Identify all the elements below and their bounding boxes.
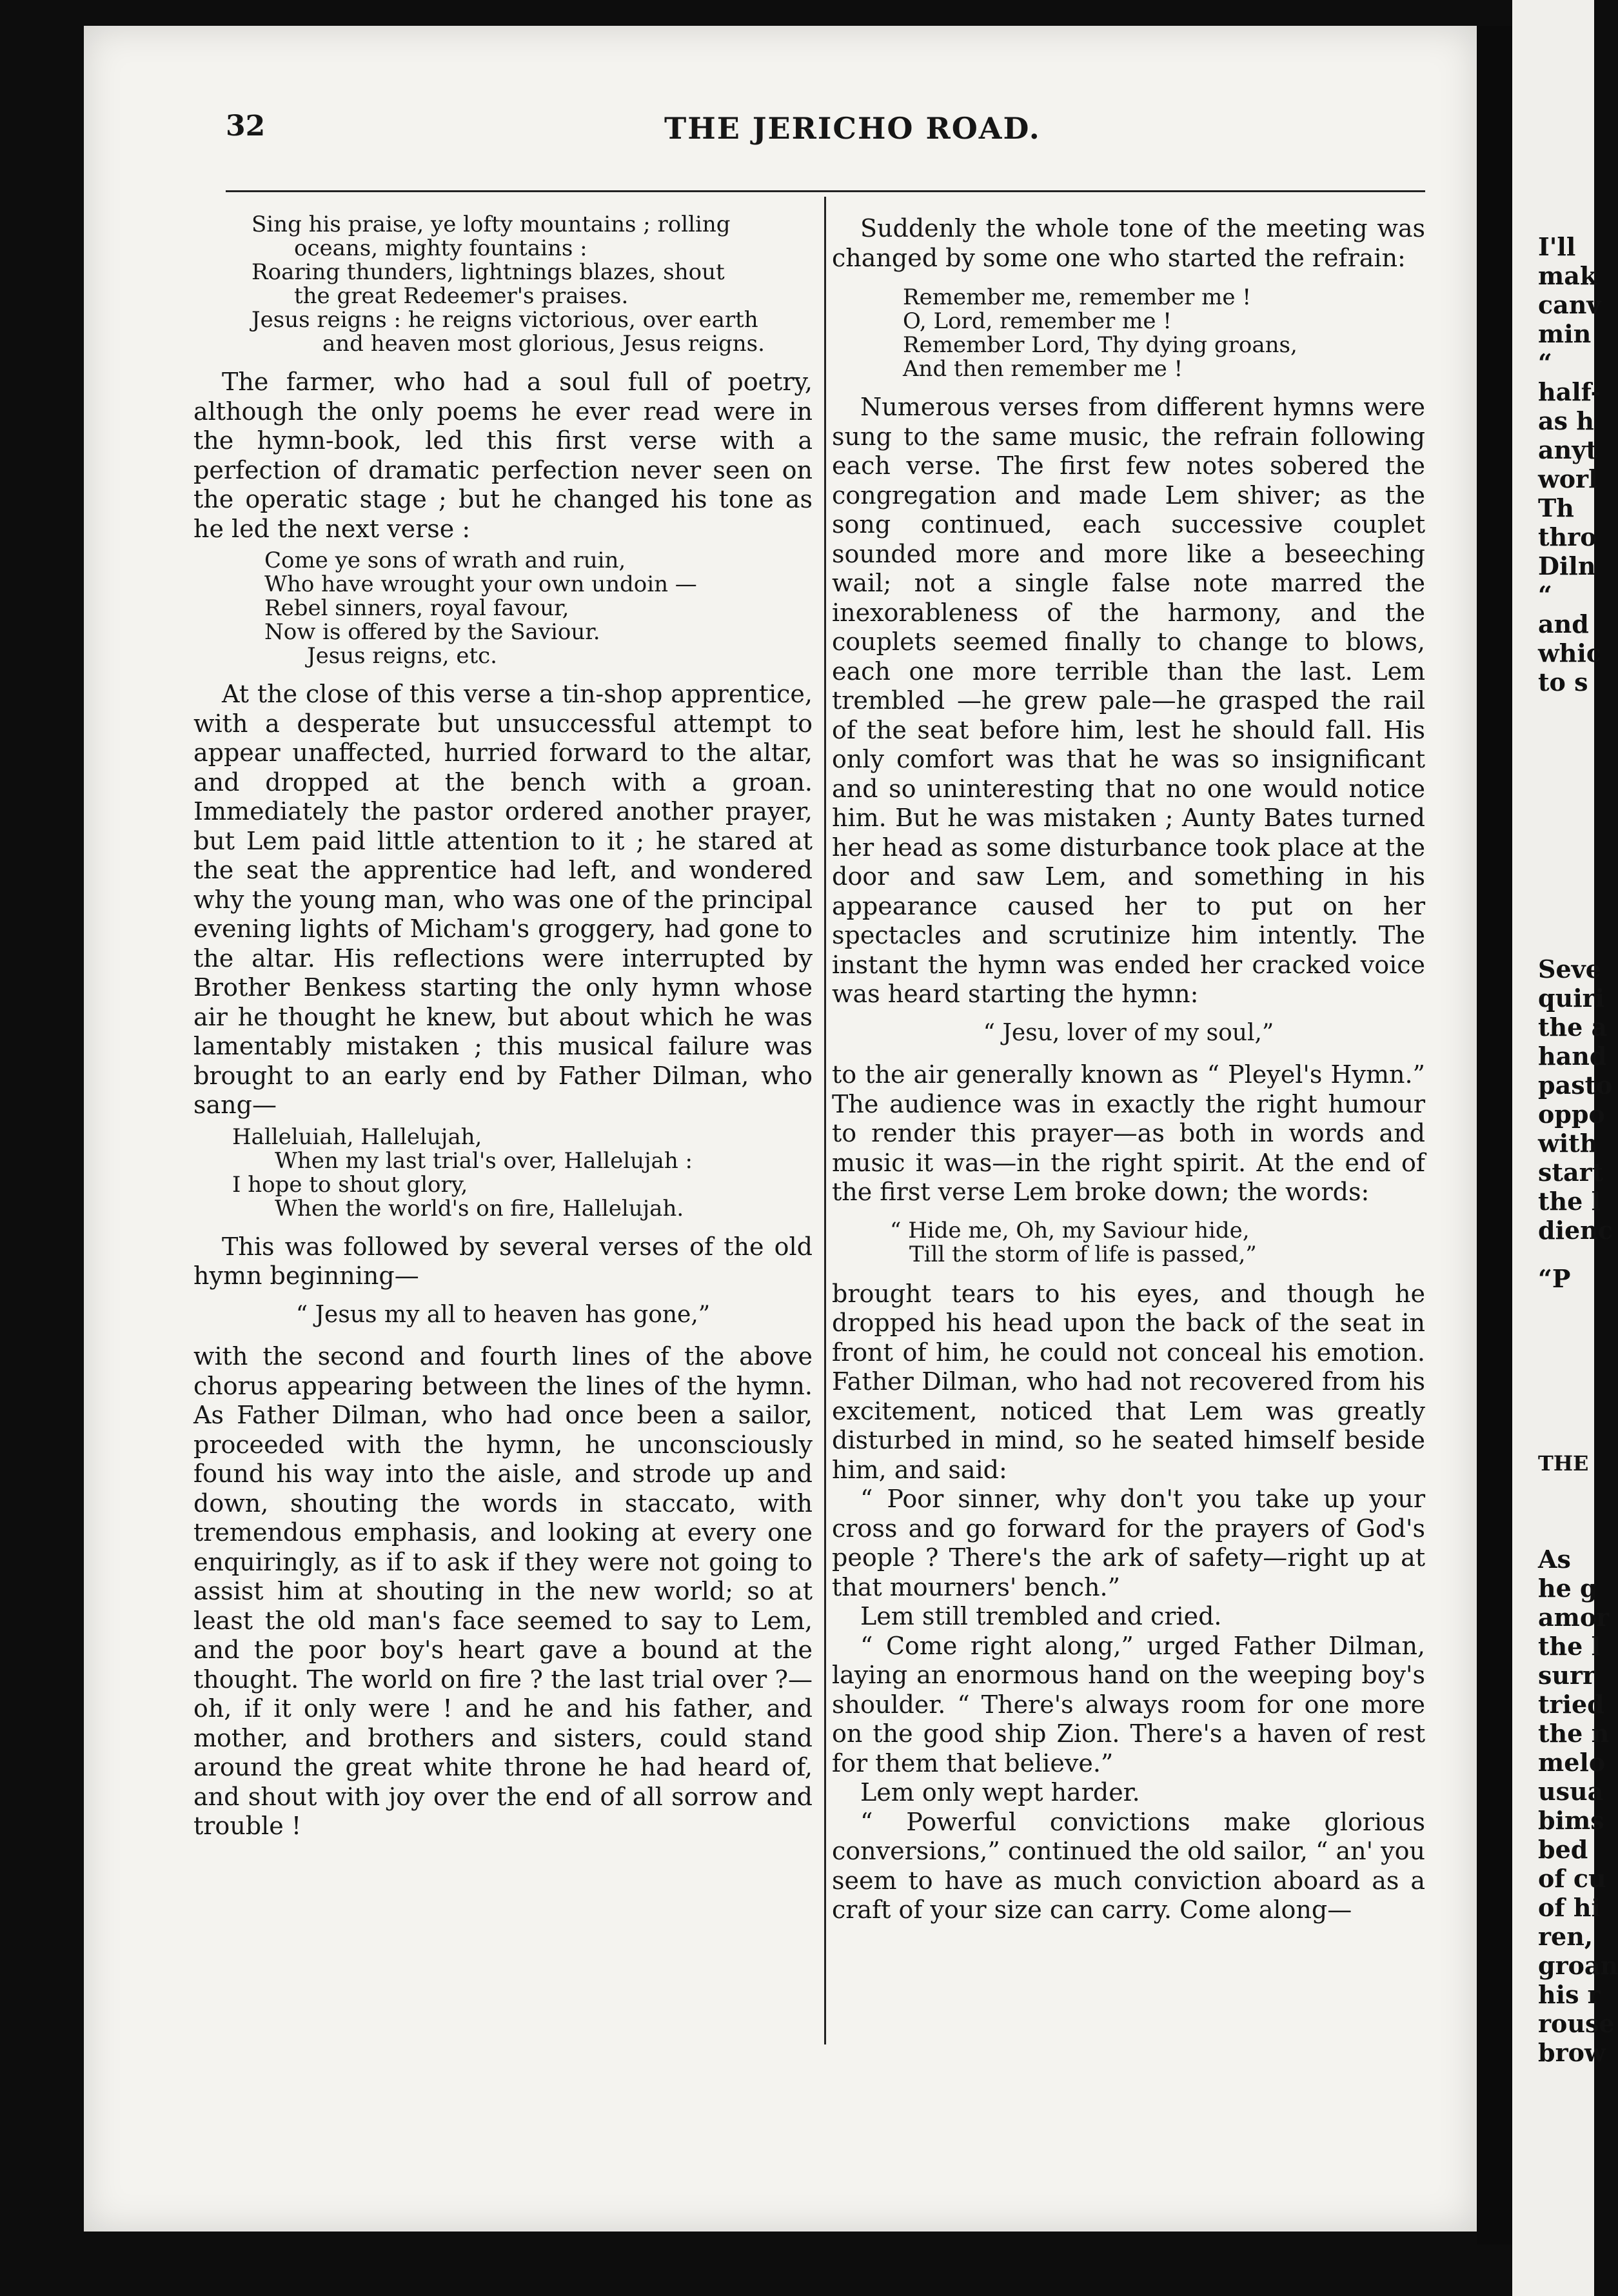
verse-line: Sing his praise, ye lofty mountains ; rolling bbox=[252, 212, 731, 237]
right-column bbox=[832, 206, 1425, 1925]
running-title: THE JERICHO ROAD. bbox=[664, 111, 1041, 146]
paragraph: Numerous verses from different hymns were sung to the same music, the refrain following each verse. The first few notes sobered the congregation and made Lem shiver; as the song continued, each successive couplet sounded more and more like a beseeching wail; not a single false note marred the inexorableness of the harmony, and the couplets seemed finally to change to blows, each one more terrible than the last. Lem trembled —he grew pale—he grasped the rail of the seat before him, lest he should fall. His only comfort was that he was so insignificant and so uninteresting that no one would notice him. But he was mistaken ; Aunty Bates turned her head as some disturbance took place at the door and saw Lem, and something in his appearance caused her to put on her spectacles and scrutinize him intently. The instant the hymn was ended her cracked voice was heard starting the hymn: bbox=[832, 393, 1425, 1008]
adjacent-fragment: worl bbox=[1538, 464, 1598, 493]
adjacent-fragment: as h bbox=[1538, 406, 1594, 435]
paragraph: This was followed by several verses of the old hymn beginning— bbox=[193, 1232, 813, 1290]
hymn-quote: “ Jesus my all to heaven has gone,” bbox=[295, 1301, 711, 1328]
verse-line: the great Redeemer's praises. bbox=[294, 283, 629, 309]
column-rule bbox=[824, 197, 826, 2044]
adjacent-fragment: quiri bbox=[1538, 984, 1605, 1013]
verse-line: Who have wrought your own undoin — bbox=[264, 571, 697, 597]
adjacent-fragment: and bbox=[1538, 609, 1589, 638]
verse-line: Come ye sons of wrath and ruin, bbox=[264, 548, 626, 573]
verse-line: Halleluiah, Hallelujah, bbox=[232, 1123, 482, 1150]
paragraph: “ Come right along,” urged Father Dilman, laying an enormous hand on the weeping boy's shoulder. “ There's always room for one more on the good ship Zion. There's a haven of rest for them that believe.” bbox=[832, 1631, 1425, 1777]
verse-line: Now is offered by the Saviour. bbox=[264, 619, 600, 645]
adjacent-fragment: mak bbox=[1538, 261, 1597, 290]
adjacent-fragment: thro bbox=[1538, 522, 1597, 551]
verse-line: Remember me, remember me ! bbox=[903, 284, 1251, 310]
hymn-quote: “ Jesu, lover of my soul,” bbox=[983, 1019, 1274, 1046]
verse-line: Jesus reigns : he reigns victorious, over earth bbox=[252, 307, 758, 333]
verse-line: O, Lord, remember me ! bbox=[903, 308, 1172, 334]
adjacent-fragment: brow bbox=[1538, 2038, 1606, 2067]
verse-line: And then remember me ! bbox=[903, 356, 1183, 382]
adjacent-fragment: “ bbox=[1538, 580, 1552, 609]
adjacent-fragment: rouse bbox=[1538, 2009, 1615, 2038]
adjacent-fragment: surr bbox=[1538, 1661, 1596, 1690]
paragraph: The farmer, who had a soul full of poetry, although the only poems he ever read were in the hymn-book, led this first verse with a perfection of dramatic perfection never seen on the operatic stage ; but he changed his tone as he led the next verse : bbox=[193, 368, 813, 543]
adjacent-fragment: dienc bbox=[1538, 1216, 1613, 1245]
verse-line: When the world's on fire, Hallelujah. bbox=[275, 1195, 684, 1222]
adjacent-fragment: the l bbox=[1538, 1187, 1601, 1216]
adjacent-fragment: THE bbox=[1538, 1451, 1589, 1476]
adjacent-fragment: his r bbox=[1538, 1980, 1601, 2009]
paragraph: brought tears to his eyes, and though he dropped his head upon the back of the seat in front of him, he could not conceal his emotion. Father Dilman, who had not recovered from his excitement, noticed that Lem was greatly disturbed in mind, so he seated himself beside him, and said: bbox=[832, 1279, 1425, 1484]
adjacent-fragment: bed bbox=[1538, 1835, 1588, 1864]
paragraph: Lem still trembled and cried. bbox=[860, 1602, 1222, 1630]
hymn-verse bbox=[232, 1125, 813, 1221]
hymn-verse bbox=[890, 1219, 1425, 1267]
paragraph: Lem only wept harder. bbox=[860, 1778, 1140, 1806]
hymn-verse bbox=[252, 213, 813, 356]
adjacent-fragment: Th bbox=[1538, 493, 1574, 522]
adjacent-fragment: usua bbox=[1538, 1777, 1604, 1806]
header-rule bbox=[226, 190, 1425, 192]
paragraph: with the second and fourth lines of the above chorus appearing between the lines of the hymn. As Father Dilman, who had once been a sailor, proceeded with the hymn, he unconsciously found his way into the aisle, and strode up and down, shouting the words in staccato, with tremendous emphasis, and looking at every one enquiringly, as if to ask if they were not going to assist him at shouting in the new world; so at least the old man's face seemed to say to Lem, and the poor boy's heart gave a bound at the thought. The world on fire ? the last trial over ?—oh, if it only were ! and he and his father, and mother, and brothers and sisters, could stand around the great white throne he had heard of, and shout with joy over the end of all sorrow and trouble ! bbox=[193, 1342, 813, 1840]
adjacent-fragment: of hi bbox=[1538, 1893, 1601, 1922]
paragraph: “ Powerful convictions make glorious conversions,” continued the old sailor, “ an' you seem to have as much conviction aboard as a craft of your size can carry. Come along— bbox=[832, 1807, 1425, 1924]
adjacent-fragment: of cu bbox=[1538, 1864, 1606, 1893]
adjacent-fragment: Diln bbox=[1538, 551, 1596, 580]
adjacent-fragment: half- bbox=[1538, 377, 1601, 406]
paragraph: At the close of this verse a tin-shop apprentice, with a desperate but unsuccessful attempt to appear unaffected, hurried forward to the altar, and dropped at the bench with a groan. Immediately the pastor ordered another prayer, but Lem paid little attention to it ; he stared at the seat the apprentice had left, and wondered why the young man, who was one of the principal evening lights of Micham's groggery, had gone to the altar. His reflections were interrupted by Brother Benkess starting the only hymn whose air he thought he knew, but about which he was lamentably mistaken ; this musical failure was brought to an early end by Father Dilman, who sang— bbox=[193, 680, 813, 1119]
adjacent-fragment: whic bbox=[1538, 638, 1601, 668]
verse-line: When my last trial's over, Hallelujah : bbox=[275, 1147, 693, 1174]
adjacent-fragment: the n bbox=[1538, 1719, 1610, 1748]
page-gutter bbox=[1477, 26, 1512, 2244]
adjacent-fragment: “ bbox=[1538, 348, 1552, 377]
adjacent-fragment: to s bbox=[1538, 668, 1588, 697]
adjacent-fragment: tried bbox=[1538, 1690, 1604, 1719]
hymn-verse bbox=[903, 286, 1425, 381]
adjacent-fragment: I'll bbox=[1538, 232, 1576, 261]
adjacent-fragment: pasto bbox=[1538, 1071, 1613, 1100]
adjacent-fragment: start bbox=[1538, 1158, 1604, 1187]
paragraph: to the air generally known as “ Pleyel's Hymn.” The audience was in exactly the right humour to render this prayer—as both in words and music it was—in the right spirit. At the end of the first verse Lem broke down; the words: bbox=[832, 1060, 1425, 1206]
page-number: 32 bbox=[226, 110, 266, 143]
left-column bbox=[193, 206, 813, 1841]
adjacent-fragment: As bbox=[1538, 1545, 1571, 1574]
adjacent-fragment: anyt bbox=[1538, 435, 1597, 464]
paragraph: “ Poor sinner, why don't you take up your cross and go forward for the prayers of God's people ? There's the ark of safety—right up at that mourners' bench.” bbox=[832, 1485, 1425, 1601]
adjacent-fragment: bims bbox=[1538, 1806, 1604, 1835]
adjacent-fragment: min bbox=[1538, 319, 1592, 348]
verse-line: oceans, mighty fountains : bbox=[294, 235, 587, 261]
verse-line: “ Hide me, Oh, my Saviour hide, bbox=[890, 1217, 1250, 1243]
adjacent-fragment: canv bbox=[1538, 290, 1601, 319]
adjacent-fragment: “P bbox=[1538, 1264, 1571, 1293]
verse-line: Roaring thunders, lightnings blazes, shout bbox=[252, 259, 725, 285]
verse-line: Rebel sinners, royal favour, bbox=[264, 595, 569, 621]
verse-line: and heaven most glorious, Jesus reigns. bbox=[322, 331, 765, 357]
paragraph: Suddenly the whole tone of the meeting was changed by some one who started the refrain: bbox=[832, 214, 1425, 272]
adjacent-fragment: with bbox=[1538, 1129, 1598, 1158]
verse-line: Remember Lord, Thy dying groans, bbox=[903, 332, 1297, 358]
verse-line: Till the storm of life is passed,” bbox=[909, 1241, 1257, 1267]
adjacent-page bbox=[1512, 0, 1618, 2296]
hymn-verse bbox=[264, 549, 813, 668]
verse-line: Jesus reigns, etc. bbox=[307, 643, 497, 669]
adjacent-fragment: the l bbox=[1538, 1632, 1601, 1661]
adjacent-fragment: the a bbox=[1538, 1013, 1608, 1042]
adjacent-fragment: hand bbox=[1538, 1042, 1607, 1071]
adjacent-fragment: he g bbox=[1538, 1574, 1597, 1603]
adjacent-fragment: groan bbox=[1538, 1951, 1618, 1980]
adjacent-fragment: ren, bbox=[1538, 1922, 1593, 1951]
adjacent-fragment: oppo bbox=[1538, 1100, 1605, 1129]
verse-line: I hope to shout glory, bbox=[232, 1171, 468, 1198]
adjacent-fragment: Seve bbox=[1538, 955, 1601, 984]
adjacent-fragment: melo bbox=[1538, 1748, 1606, 1777]
adjacent-fragment: amor bbox=[1538, 1603, 1610, 1632]
